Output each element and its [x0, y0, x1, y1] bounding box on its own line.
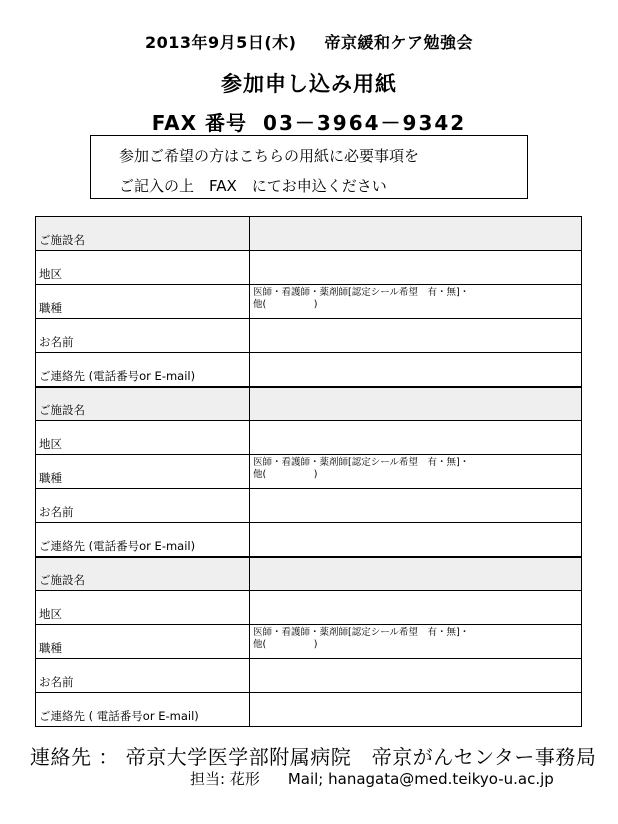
job-note-line-1: 医師・看護師・薬剤師[認定シール希望 有・無]・ [253, 457, 470, 468]
contact-field[interactable] [250, 523, 582, 557]
job-note-line-2: 他( ) [253, 299, 318, 310]
job-field[interactable] [250, 285, 582, 319]
table-row [36, 523, 582, 557]
fax-label: FAX 番号 [151, 111, 248, 135]
job-note-line-1: 医師・看護師・薬剤師[認定シール希望 有・無]・ [253, 287, 470, 298]
table-row [36, 353, 582, 387]
table-row [36, 387, 582, 421]
table-row [36, 625, 582, 659]
footer-staff-line [190, 768, 554, 789]
job-field[interactable] [250, 455, 582, 489]
footer-contact: 連絡先 ： 帝京大学医学部附属病院 帝京がんセンター事務局 [30, 745, 597, 769]
district-label: 地区 [36, 251, 250, 285]
name-field[interactable] [250, 489, 582, 523]
job-field[interactable] [250, 625, 582, 659]
staff-mail[interactable]: Mail; hanagata@med.teikyo-u.ac.jp [287, 770, 554, 788]
district-label: 地区 [36, 591, 250, 625]
name-label: お名前 [36, 659, 250, 693]
form-title: 参加申し込み用紙 [221, 72, 397, 96]
table-row [36, 421, 582, 455]
staff-name: 担当: 花形 [190, 770, 260, 788]
table-row [36, 285, 582, 319]
job-note-line-2: 他( ) [253, 639, 318, 650]
facility-field[interactable] [250, 387, 582, 421]
instruction-line-2: ご記入の上 FAX にてお申込ください [119, 177, 387, 195]
job-note-line-2: 他( ) [253, 469, 318, 480]
table-row [36, 319, 582, 353]
contact-field[interactable] [250, 693, 582, 727]
table-row [36, 489, 582, 523]
job-label: 職種 [36, 625, 250, 659]
table-row [36, 455, 582, 489]
table-row [36, 693, 582, 727]
event-date: 2013年9月5日(木) [145, 33, 297, 52]
district-field[interactable] [250, 591, 582, 625]
application-form-table [35, 216, 582, 727]
name-field[interactable] [250, 659, 582, 693]
instruction-box [90, 135, 528, 199]
contact-label: ご連絡先 ( 電話番号or E-mail) [36, 693, 250, 727]
facility-field[interactable] [250, 557, 582, 591]
facility-label: ご施設名 [36, 217, 250, 251]
facility-label: ご施設名 [36, 387, 250, 421]
district-field[interactable] [250, 421, 582, 455]
fax-number: 03－3964－9342 [263, 111, 467, 135]
instruction-line-1: 参加ご希望の方はこちらの用紙に必要事項を [119, 147, 420, 165]
table-row [36, 251, 582, 285]
table-row [36, 591, 582, 625]
table-row [36, 659, 582, 693]
facility-label: ご施設名 [36, 557, 250, 591]
job-label: 職種 [36, 455, 250, 489]
table-row [36, 557, 582, 591]
fax-line [0, 107, 618, 136]
contact-label: ご連絡先 (電話番号or E-mail) [36, 353, 250, 387]
name-field[interactable] [250, 319, 582, 353]
contact-label: ご連絡先 (電話番号or E-mail) [36, 523, 250, 557]
name-label: お名前 [36, 489, 250, 523]
event-line [0, 30, 618, 53]
district-field[interactable] [250, 251, 582, 285]
table-row [36, 217, 582, 251]
job-note-line-1: 医師・看護師・薬剤師[認定シール希望 有・無]・ [253, 627, 470, 638]
district-label: 地区 [36, 421, 250, 455]
event-name: 帝京緩和ケア勉強会 [324, 33, 473, 52]
facility-field[interactable] [250, 217, 582, 251]
contact-field[interactable] [250, 353, 582, 387]
name-label: お名前 [36, 319, 250, 353]
job-label: 職種 [36, 285, 250, 319]
